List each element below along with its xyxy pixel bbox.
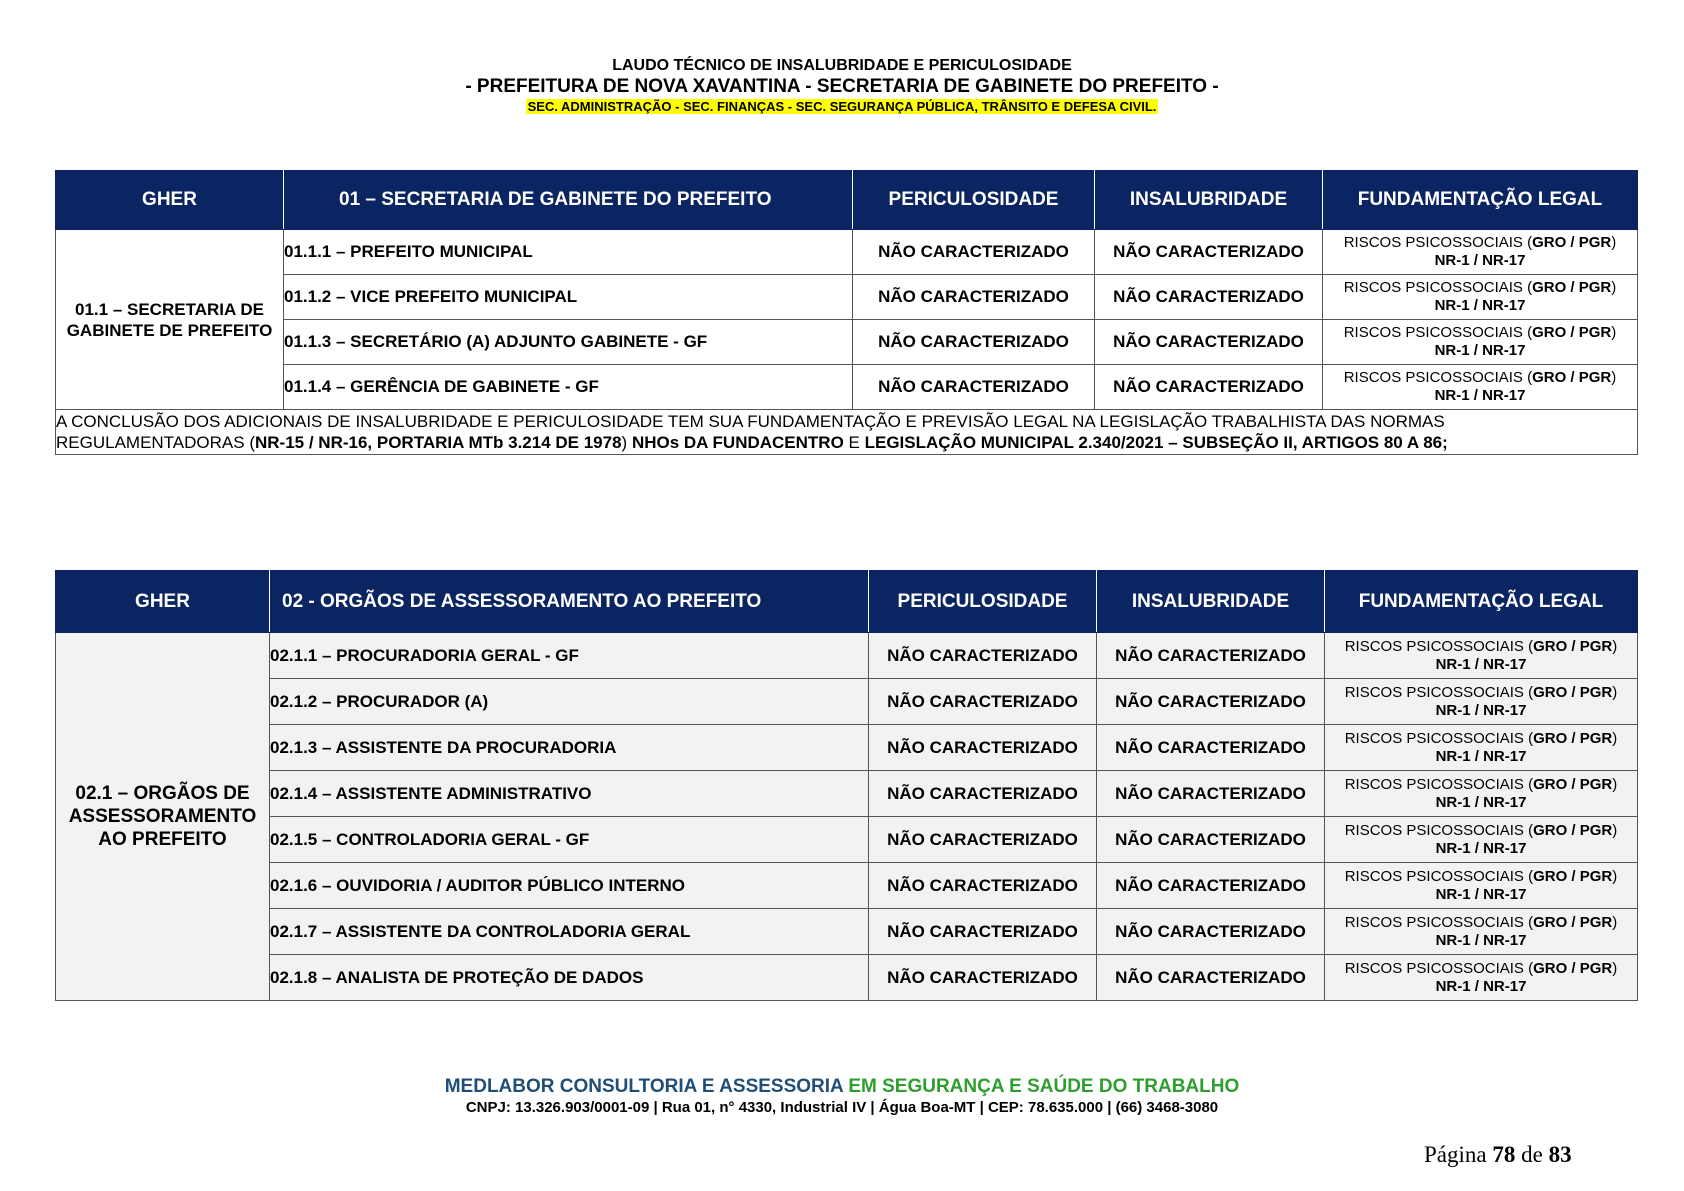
conclusion-row <box>56 410 1638 455</box>
fundamentacao-cell: RISCOS PSICOSSOCIAIS (GRO / PGR) NR-1 / NR-17 <box>1325 955 1638 1001</box>
insalubridade-cell: NÃO CARACTERIZADO <box>1095 365 1323 410</box>
periculosidade-cell: NÃO CARACTERIZADO <box>869 817 1097 863</box>
function-cell: 02.1.6 – OUVIDORIA / AUDITOR PÚBLICO INTERNO <box>270 863 869 909</box>
fundamentacao-cell: RISCOS PSICOSSOCIAIS (GRO / PGR) NR-1 / NR-17 <box>1325 863 1638 909</box>
insalubridade-cell: NÃO CARACTERIZADO <box>1097 817 1325 863</box>
table-row <box>56 817 1638 863</box>
report-subtitle: - PREFEITURA DE NOVA XAVANTINA - SECRETARIA DE GABINETE DO PREFEITO - <box>465 76 1219 97</box>
fundamentacao-cell: RISCOS PSICOSSOCIAIS (GRO / PGR) NR-1 / NR-17 <box>1325 909 1638 955</box>
col-header-periculosidade: PERICULOSIDADE <box>869 571 1097 633</box>
periculosidade-cell: NÃO CARACTERIZADO <box>869 771 1097 817</box>
table-row <box>56 863 1638 909</box>
periculosidade-cell: NÃO CARACTERIZADO <box>869 679 1097 725</box>
col-header-funcao: 02 - ORGÃOS DE ASSESSORAMENTO AO PREFEITO <box>270 571 869 633</box>
function-cell: 01.1.4 – GERÊNCIA DE GABINETE - GF <box>284 365 853 410</box>
fundamentacao-cell: RISCOS PSICOSSOCIAIS (GRO / PGR) NR-1 / NR-17 <box>1323 320 1638 365</box>
col-header-gher: GHER <box>56 571 270 633</box>
insalubridade-cell: NÃO CARACTERIZADO <box>1095 320 1323 365</box>
function-cell: 01.1.2 – VICE PREFEITO MUNICIPAL <box>284 275 853 320</box>
col-header-insalubridade: INSALUBRIDADE <box>1097 571 1325 633</box>
function-cell: 02.1.1 – PROCURADORIA GERAL - GF <box>270 633 869 679</box>
table-header-row <box>56 571 1638 633</box>
insalubridade-cell: NÃO CARACTERIZADO <box>1095 230 1323 275</box>
table-secretaria-gabinete <box>55 170 1638 455</box>
insalubridade-cell: NÃO CARACTERIZADO <box>1097 725 1325 771</box>
periculosidade-cell: NÃO CARACTERIZADO <box>869 725 1097 771</box>
fundamentacao-cell: RISCOS PSICOSSOCIAIS (GRO / PGR) NR-1 / NR-17 <box>1323 230 1638 275</box>
function-cell: 02.1.3 – ASSISTENTE DA PROCURADORIA <box>270 725 869 771</box>
periculosidade-cell: NÃO CARACTERIZADO <box>869 909 1097 955</box>
col-header-gher: GHER <box>56 171 284 230</box>
col-header-fundamentacao: FUNDAMENTAÇÃO LEGAL <box>1325 571 1638 633</box>
table-row <box>56 725 1638 771</box>
col-header-insalubridade: INSALUBRIDADE <box>1095 171 1323 230</box>
document-footer <box>0 1076 1684 1118</box>
table-row <box>56 275 1638 320</box>
insalubridade-cell: NÃO CARACTERIZADO <box>1097 633 1325 679</box>
table-row <box>56 633 1638 679</box>
col-header-periculosidade: PERICULOSIDADE <box>853 171 1095 230</box>
periculosidade-cell: NÃO CARACTERIZADO <box>869 955 1097 1001</box>
col-header-funcao: 01 – SECRETARIA DE GABINETE DO PREFEITO <box>284 171 853 230</box>
periculosidade-cell: NÃO CARACTERIZADO <box>853 230 1095 275</box>
periculosidade-cell: NÃO CARACTERIZADO <box>869 633 1097 679</box>
report-title: LAUDO TÉCNICO DE INSALUBRIDADE E PERICULOSIDADE <box>612 57 1072 74</box>
insalubridade-cell: NÃO CARACTERIZADO <box>1097 679 1325 725</box>
periculosidade-cell: NÃO CARACTERIZADO <box>869 863 1097 909</box>
fundamentacao-cell: RISCOS PSICOSSOCIAIS (GRO / PGR) NR-1 / NR-17 <box>1323 365 1638 410</box>
company-name: MEDLABOR CONSULTORIA E ASSESSORIA EM SEGURANÇA E SAÚDE DO TRABALHO <box>444 1076 1240 1097</box>
table-row <box>56 679 1638 725</box>
legal-conclusion-text: A CONCLUSÃO DOS ADICIONAIS DE INSALUBRIDADE E PERICULOSIDADE TEM SUA FUNDAMENTAÇÃO E PREVISÃO LEGAL NA LEGISLAÇÃO TRABALHISTA DAS NORMAS REGULAMENTADORAS (NR-15 / NR-16, PORTARIA MTb 3.214 DE 1978) NHOs DA FUNDACENTRO E LEGISLAÇÃO MUNICIPAL 2.340/2021 – SUBSEÇÃO II, ARTIGOS 80 A 86; <box>56 410 1638 455</box>
col-header-fundamentacao: FUNDAMENTAÇÃO LEGAL <box>1323 171 1638 230</box>
insalubridade-cell: NÃO CARACTERIZADO <box>1097 909 1325 955</box>
gher-group-cell: 02.1 – ORGÃOS DE ASSESSORAMENTO AO PREFEITO <box>56 633 270 1001</box>
periculosidade-cell: NÃO CARACTERIZADO <box>853 365 1095 410</box>
table-row <box>56 955 1638 1001</box>
table-row <box>56 365 1638 410</box>
report-departments <box>0 98 1684 116</box>
fundamentacao-cell: RISCOS PSICOSSOCIAIS (GRO / PGR) NR-1 / NR-17 <box>1325 725 1638 771</box>
insalubridade-cell: NÃO CARACTERIZADO <box>1097 771 1325 817</box>
insalubridade-cell: NÃO CARACTERIZADO <box>1095 275 1323 320</box>
page-number: Página 78 de 83 <box>1424 1142 1572 1167</box>
table-row <box>56 771 1638 817</box>
function-cell: 02.1.4 – ASSISTENTE ADMINISTRATIVO <box>270 771 869 817</box>
table-header-row <box>56 171 1638 230</box>
function-cell: 01.1.1 – PREFEITO MUNICIPAL <box>284 230 853 275</box>
fundamentacao-cell: RISCOS PSICOSSOCIAIS (GRO / PGR) NR-1 / NR-17 <box>1323 275 1638 320</box>
function-cell: 01.1.3 – SECRETÁRIO (A) ADJUNTO GABINETE - GF <box>284 320 853 365</box>
table-row <box>56 230 1638 275</box>
table-orgaos-assessoramento <box>55 570 1638 1001</box>
document-header <box>0 56 1684 116</box>
table-row <box>56 320 1638 365</box>
function-cell: 02.1.8 – ANALISTA DE PROTEÇÃO DE DADOS <box>270 955 869 1001</box>
function-cell: 02.1.7 – ASSISTENTE DA CONTROLADORIA GERAL <box>270 909 869 955</box>
periculosidade-cell: NÃO CARACTERIZADO <box>853 320 1095 365</box>
fundamentacao-cell: RISCOS PSICOSSOCIAIS (GRO / PGR) NR-1 / NR-17 <box>1325 633 1638 679</box>
table-row <box>56 909 1638 955</box>
gher-group-cell: 01.1 – SECRETARIA DE GABINETE DE PREFEITO <box>56 230 284 410</box>
function-cell: 02.1.2 – PROCURADOR (A) <box>270 679 869 725</box>
fundamentacao-cell: RISCOS PSICOSSOCIAIS (GRO / PGR) NR-1 / NR-17 <box>1325 817 1638 863</box>
insalubridade-cell: NÃO CARACTERIZADO <box>1097 955 1325 1001</box>
fundamentacao-cell: RISCOS PSICOSSOCIAIS (GRO / PGR) NR-1 / NR-17 <box>1325 771 1638 817</box>
highlighted-departments: SEC. ADMINISTRAÇÃO - SEC. FINANÇAS - SEC. SEGURANÇA PÚBLICA, TRÂNSITO E DEFESA CIVIL. <box>527 99 1157 114</box>
insalubridade-cell: NÃO CARACTERIZADO <box>1097 863 1325 909</box>
fundamentacao-cell: RISCOS PSICOSSOCIAIS (GRO / PGR) NR-1 / NR-17 <box>1325 679 1638 725</box>
function-cell: 02.1.5 – CONTROLADORIA GERAL - GF <box>270 817 869 863</box>
periculosidade-cell: NÃO CARACTERIZADO <box>853 275 1095 320</box>
company-address: CNPJ: 13.326.903/0001-09 | Rua 01, n° 4330, Industrial IV | Água Boa-MT | CEP: 78.635.000 | (66) 3468-3080 <box>465 1099 1219 1116</box>
